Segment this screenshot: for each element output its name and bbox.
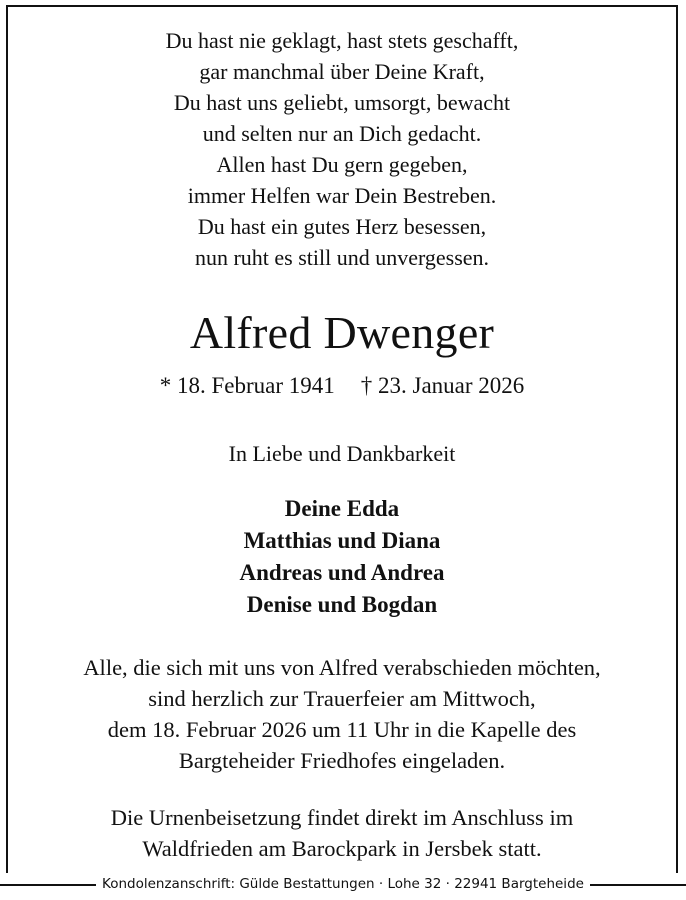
invitation-line: Bargteheider Friedhofes eingeladen.	[178, 748, 506, 773]
poem-line: nun ruht es still und unvergessen.	[194, 245, 490, 270]
memorial-poem	[8, 25, 676, 273]
funeral-invitation	[8, 652, 676, 776]
poem-line: Allen hast Du gern gegeben,	[216, 152, 468, 177]
condolence-footer	[0, 873, 686, 895]
death-date: † 23. Januar 2026	[360, 373, 525, 398]
poem-line: Du hast uns geliebt, umsorgt, bewacht	[173, 90, 511, 115]
dedication-line: In Liebe und Dankbarkeit	[228, 441, 456, 466]
obituary-notice	[6, 5, 678, 885]
poem-line: gar manchmal über Deine Kraft,	[199, 59, 485, 84]
urn-burial-notice	[8, 802, 676, 864]
deceased-name: Alfred Dwenger	[189, 307, 495, 358]
mourners-list	[8, 493, 676, 621]
poem-line: Du hast nie geklagt, hast stets geschafft,	[165, 28, 519, 53]
invitation-line: sind herzlich zur Trauerfeier am Mittwoch,	[148, 686, 536, 711]
poem-line: und selten nur an Dich gedacht.	[202, 121, 482, 146]
mourner-name: Andreas und Andrea	[239, 560, 445, 585]
burial-line: Die Urnenbeisetzung findet direkt im Anschluss im	[110, 805, 574, 830]
mourner-name: Deine Edda	[284, 496, 400, 521]
invitation-line: Alle, die sich mit uns von Alfred verabschieden möchten,	[83, 655, 601, 680]
poem-line: immer Helfen war Dein Bestreben.	[187, 183, 497, 208]
mourner-name: Denise und Bogdan	[246, 592, 438, 617]
poem-line: Du hast ein gutes Herz besessen,	[197, 214, 487, 239]
burial-line: Waldfrieden am Barockpark in Jersbek statt.	[142, 836, 542, 861]
birth-date: * 18. Februar 1941	[159, 373, 335, 398]
mourner-name: Matthias und Diana	[243, 528, 441, 553]
condolence-address: Kondolenzanschrift: Gülde Bestattungen · Lohe 32 · 22941 Bargteheide	[96, 873, 590, 895]
invitation-line: dem 18. Februar 2026 um 11 Uhr in die Kapelle des	[107, 717, 577, 742]
life-dates	[8, 371, 676, 401]
